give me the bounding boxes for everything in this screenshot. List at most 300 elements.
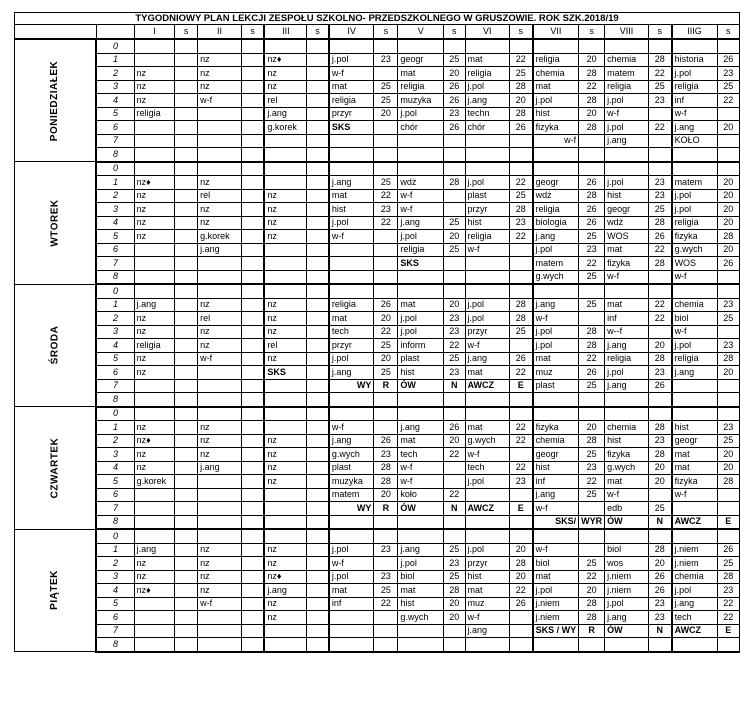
room-cell: 26 xyxy=(444,421,465,435)
room-cell: 28 xyxy=(444,176,465,190)
room-cell: 20 xyxy=(648,339,671,353)
room-cell xyxy=(444,407,465,421)
subject-cell xyxy=(605,529,649,543)
lesson-row xyxy=(15,488,740,502)
subject-cell xyxy=(198,611,242,625)
room-cell xyxy=(175,448,198,462)
room-cell xyxy=(241,325,264,339)
room-cell xyxy=(648,488,671,502)
room-cell: 20 xyxy=(717,366,739,380)
room-cell xyxy=(307,176,329,190)
room-cell xyxy=(175,121,198,135)
lesson-row xyxy=(15,434,740,448)
room-cell: 20 xyxy=(374,352,398,366)
room-cell: 25 xyxy=(648,203,671,217)
room-cell: 20 xyxy=(717,203,739,217)
room-cell xyxy=(717,638,739,652)
subject-cell xyxy=(264,624,306,638)
subject-cell: j.pol xyxy=(465,80,509,94)
room-cell: 20 xyxy=(648,557,671,571)
subject-cell: ÓW xyxy=(605,624,649,638)
room-cell xyxy=(307,475,329,489)
room-cell xyxy=(175,39,198,53)
room-cell xyxy=(241,488,264,502)
subject-cell: nz xyxy=(134,230,175,244)
room-cell: 22 xyxy=(648,67,671,81)
room-cell xyxy=(241,529,264,543)
lesson-row xyxy=(15,284,740,298)
subject-cell xyxy=(198,148,242,162)
subject-cell: j.pol xyxy=(465,176,509,190)
subject-cell: hist xyxy=(465,570,509,584)
lesson-row xyxy=(15,448,740,462)
room-cell xyxy=(509,448,532,462)
subject-cell: techn xyxy=(465,107,509,121)
subject-cell: nz xyxy=(264,611,306,625)
room-cell: 20 xyxy=(717,121,739,135)
room-cell: 25 xyxy=(579,230,605,244)
room-cell: 25 xyxy=(374,94,398,108)
lesson-row xyxy=(15,121,740,135)
room-cell xyxy=(509,243,532,257)
subject-cell xyxy=(198,488,242,502)
subject-cell: inf xyxy=(329,597,374,611)
subject-cell xyxy=(134,515,175,529)
room-cell xyxy=(241,502,264,516)
room-cell xyxy=(444,39,465,53)
subject-cell: koło xyxy=(398,488,444,502)
day-name: WTOREK xyxy=(49,199,61,247)
lesson-row xyxy=(15,94,740,108)
subject-cell: g.wych xyxy=(605,461,649,475)
subject-cell: religia xyxy=(465,230,509,244)
room-cell xyxy=(374,270,398,284)
room-cell xyxy=(175,529,198,543)
room-cell: 28 xyxy=(717,352,739,366)
subject-cell: nz xyxy=(264,543,306,557)
lesson-row xyxy=(15,461,740,475)
room-cell xyxy=(579,134,605,148)
lesson-row xyxy=(15,53,740,67)
room-cell xyxy=(374,162,398,176)
subject-cell: hist xyxy=(605,434,649,448)
room-cell xyxy=(175,298,198,312)
subject-cell: nz xyxy=(134,461,175,475)
subject-cell xyxy=(672,502,717,516)
room-cell: 23 xyxy=(444,557,465,571)
room-cell: N xyxy=(648,624,671,638)
subject-cell xyxy=(672,407,717,421)
subject-cell: nz xyxy=(264,216,306,230)
lesson-row xyxy=(15,189,740,203)
subject-cell: biol xyxy=(605,543,649,557)
lesson-row xyxy=(15,557,740,571)
room-cell xyxy=(307,611,329,625)
room-cell xyxy=(307,162,329,176)
room-cell xyxy=(307,94,329,108)
subject-cell xyxy=(198,475,242,489)
room-cell: E xyxy=(509,502,532,516)
room-cell: 20 xyxy=(717,243,739,257)
lesson-number: 8 xyxy=(96,270,134,284)
room-cell: E xyxy=(717,515,739,529)
room-cell: 25 xyxy=(374,339,398,353)
day-label-cell xyxy=(15,407,97,530)
subject-cell: j.pol xyxy=(672,584,717,598)
subject-cell: tech xyxy=(465,461,509,475)
subject-cell xyxy=(465,148,509,162)
subject-cell: j.pol xyxy=(672,203,717,217)
class-header-3: s xyxy=(241,25,264,40)
lesson-row xyxy=(15,107,740,121)
room-cell xyxy=(175,312,198,326)
room-cell xyxy=(648,284,671,298)
subject-cell: j.pol xyxy=(605,366,649,380)
subject-cell: inf xyxy=(533,475,579,489)
room-cell: 23 xyxy=(579,243,605,257)
subject-cell: w-f xyxy=(533,543,579,557)
room-cell: 25 xyxy=(374,176,398,190)
room-cell: 20 xyxy=(648,461,671,475)
subject-cell: nz xyxy=(134,203,175,217)
subject-cell: w-f xyxy=(605,488,649,502)
room-cell xyxy=(307,570,329,584)
subject-cell: hist xyxy=(605,189,649,203)
room-cell: 28 xyxy=(579,434,605,448)
subject-cell xyxy=(134,270,175,284)
subject-cell: w-f xyxy=(465,611,509,625)
room-cell: 25 xyxy=(579,488,605,502)
subject-cell: nz xyxy=(264,312,306,326)
room-cell xyxy=(307,638,329,652)
subject-cell: wdż xyxy=(398,176,444,190)
room-cell: 28 xyxy=(509,557,532,571)
subject-cell xyxy=(398,624,444,638)
subject-cell: j.ang xyxy=(533,488,579,502)
subject-cell: w-f xyxy=(465,448,509,462)
subject-cell: j.niem xyxy=(533,611,579,625)
subject-cell: j.ang xyxy=(329,434,374,448)
room-cell xyxy=(175,270,198,284)
subject-cell: j.ang xyxy=(134,543,175,557)
subject-cell xyxy=(533,162,579,176)
room-cell xyxy=(175,393,198,407)
room-cell: 28 xyxy=(579,67,605,81)
lesson-row xyxy=(15,393,740,407)
subject-cell: geogr xyxy=(533,176,579,190)
subject-cell: SKS/ xyxy=(533,515,579,529)
room-cell: 26 xyxy=(444,80,465,94)
room-cell xyxy=(307,53,329,67)
room-cell xyxy=(509,134,532,148)
subject-cell: chemia xyxy=(672,570,717,584)
room-cell xyxy=(307,107,329,121)
subject-cell: chemia xyxy=(605,53,649,67)
room-cell xyxy=(175,107,198,121)
subject-cell: mat xyxy=(398,298,444,312)
room-cell xyxy=(241,107,264,121)
class-header-2: II xyxy=(198,25,242,40)
subject-cell xyxy=(465,162,509,176)
room-cell: 28 xyxy=(579,189,605,203)
room-cell xyxy=(175,216,198,230)
room-cell: 28 xyxy=(579,611,605,625)
subject-cell xyxy=(533,393,579,407)
lesson-number: 5 xyxy=(96,107,134,121)
subject-cell: AWCZ xyxy=(672,515,717,529)
timetable xyxy=(14,12,740,653)
subject-cell: hist xyxy=(398,366,444,380)
room-cell xyxy=(444,461,465,475)
lesson-row xyxy=(15,270,740,284)
room-cell xyxy=(509,148,532,162)
day-label-cell xyxy=(15,162,97,285)
subject-cell: religia xyxy=(605,352,649,366)
room-cell xyxy=(374,529,398,543)
room-cell xyxy=(241,448,264,462)
subject-cell xyxy=(329,515,374,529)
subject-cell: historia xyxy=(672,53,717,67)
lesson-number: 6 xyxy=(96,243,134,257)
lesson-number: 3 xyxy=(96,203,134,217)
room-cell: 20 xyxy=(579,107,605,121)
room-cell xyxy=(444,203,465,217)
room-cell: 26 xyxy=(509,597,532,611)
room-cell xyxy=(444,134,465,148)
subject-cell: j.pol xyxy=(605,94,649,108)
subject-cell: nz♦ xyxy=(264,570,306,584)
subject-cell: j.ang xyxy=(672,366,717,380)
subject-cell xyxy=(264,134,306,148)
subject-cell xyxy=(329,257,374,271)
room-cell xyxy=(241,339,264,353)
lesson-row xyxy=(15,298,740,312)
subject-cell xyxy=(672,284,717,298)
room-cell: 25 xyxy=(444,243,465,257)
room-cell: 22 xyxy=(579,352,605,366)
day-label-cell xyxy=(15,284,97,407)
subject-cell: j.pol xyxy=(533,325,579,339)
room-cell xyxy=(579,502,605,516)
room-cell: 22 xyxy=(509,421,532,435)
subject-cell: WOS xyxy=(605,230,649,244)
room-cell xyxy=(579,529,605,543)
subject-cell xyxy=(134,53,175,67)
lesson-row xyxy=(15,529,740,543)
room-cell: 28 xyxy=(717,475,739,489)
subject-cell xyxy=(134,529,175,543)
room-cell: 26 xyxy=(444,121,465,135)
subject-cell: tech xyxy=(672,611,717,625)
subject-cell: g.korek xyxy=(198,230,242,244)
room-cell: 26 xyxy=(579,176,605,190)
room-cell xyxy=(374,557,398,571)
room-cell xyxy=(717,529,739,543)
room-cell: 22 xyxy=(717,597,739,611)
subject-cell xyxy=(198,393,242,407)
subject-cell: j.pol xyxy=(465,543,509,557)
room-cell: 22 xyxy=(579,80,605,94)
subject-cell: mat xyxy=(533,80,579,94)
lesson-number: 7 xyxy=(96,502,134,516)
subject-cell: w-f xyxy=(533,312,579,326)
room-cell xyxy=(307,502,329,516)
room-cell: 26 xyxy=(579,216,605,230)
room-cell xyxy=(241,216,264,230)
subject-cell xyxy=(198,162,242,176)
subject-cell: nz xyxy=(134,189,175,203)
lesson-number: 1 xyxy=(96,298,134,312)
subject-cell: nz xyxy=(264,461,306,475)
room-cell: 20 xyxy=(717,189,739,203)
subject-cell: j.pol xyxy=(398,312,444,326)
subject-cell: j.ang xyxy=(398,421,444,435)
room-cell: 22 xyxy=(509,366,532,380)
room-cell xyxy=(307,366,329,380)
room-cell xyxy=(444,148,465,162)
room-cell xyxy=(175,189,198,203)
subject-cell: j.pol xyxy=(533,584,579,598)
subject-cell: chemia xyxy=(533,434,579,448)
subject-cell: SKS xyxy=(398,257,444,271)
room-cell xyxy=(444,393,465,407)
subject-cell xyxy=(329,284,374,298)
subject-cell xyxy=(329,148,374,162)
room-cell: 28 xyxy=(648,53,671,67)
room-cell xyxy=(241,366,264,380)
subject-cell: AWCZ xyxy=(672,624,717,638)
subject-cell: fizyka xyxy=(533,421,579,435)
subject-cell xyxy=(198,257,242,271)
room-cell: 20 xyxy=(444,67,465,81)
lesson-row xyxy=(15,230,740,244)
lesson-number: 4 xyxy=(96,584,134,598)
room-cell xyxy=(579,638,605,652)
subject-cell: hist xyxy=(672,421,717,435)
subject-cell: j.pol xyxy=(672,339,717,353)
room-cell xyxy=(241,243,264,257)
subject-cell: j.pol xyxy=(605,121,649,135)
lesson-row xyxy=(15,543,740,557)
subject-cell: WOS xyxy=(672,257,717,271)
lesson-number: 2 xyxy=(96,312,134,326)
subject-cell xyxy=(264,176,306,190)
subject-cell: biologia xyxy=(533,216,579,230)
subject-cell: j.niem xyxy=(605,584,649,598)
room-cell xyxy=(175,611,198,625)
subject-cell xyxy=(465,407,509,421)
subject-cell: nz xyxy=(264,230,306,244)
room-cell: 25 xyxy=(648,502,671,516)
room-cell: 22 xyxy=(374,597,398,611)
room-cell xyxy=(374,257,398,271)
lesson-number: 1 xyxy=(96,53,134,67)
subject-cell: j.ang xyxy=(134,298,175,312)
lesson-row xyxy=(15,638,740,652)
subject-cell xyxy=(465,488,509,502)
subject-cell: nz xyxy=(134,570,175,584)
room-cell xyxy=(307,529,329,543)
subject-cell xyxy=(198,529,242,543)
room-cell: 28 xyxy=(509,298,532,312)
room-cell: 20 xyxy=(717,176,739,190)
room-cell xyxy=(241,570,264,584)
subject-cell: mat xyxy=(398,584,444,598)
room-cell: 28 xyxy=(648,543,671,557)
room-cell xyxy=(307,121,329,135)
room-cell xyxy=(307,39,329,53)
room-cell xyxy=(374,393,398,407)
subject-cell: hist xyxy=(533,107,579,121)
room-cell: 28 xyxy=(374,475,398,489)
subject-cell: w-f xyxy=(198,94,242,108)
lesson-row xyxy=(15,134,740,148)
room-cell xyxy=(175,203,198,217)
subject-cell xyxy=(329,134,374,148)
subject-cell: geogr xyxy=(605,203,649,217)
lesson-row xyxy=(15,39,740,53)
subject-cell xyxy=(134,148,175,162)
subject-cell: biol xyxy=(398,570,444,584)
subject-cell: j.pol xyxy=(329,216,374,230)
subject-cell: fizyka xyxy=(672,230,717,244)
room-cell xyxy=(648,638,671,652)
subject-cell xyxy=(465,39,509,53)
subject-cell xyxy=(329,529,374,543)
room-cell: 23 xyxy=(374,203,398,217)
lesson-number: 0 xyxy=(96,529,134,543)
room-cell xyxy=(648,325,671,339)
room-cell: 25 xyxy=(717,434,739,448)
subject-cell: inform xyxy=(398,339,444,353)
subject-cell: w-f xyxy=(605,107,649,121)
subject-cell xyxy=(198,515,242,529)
room-cell: 22 xyxy=(579,570,605,584)
room-cell xyxy=(509,515,532,529)
lesson-row xyxy=(15,597,740,611)
subject-cell: j.pol xyxy=(398,230,444,244)
room-cell: 26 xyxy=(648,584,671,598)
subject-cell: religia xyxy=(672,80,717,94)
subject-cell: j.ang xyxy=(398,216,444,230)
subject-cell xyxy=(533,284,579,298)
room-cell: 23 xyxy=(648,366,671,380)
room-cell: 26 xyxy=(509,352,532,366)
lesson-number: 5 xyxy=(96,597,134,611)
subject-cell: j.ang xyxy=(329,176,374,190)
room-cell: 26 xyxy=(579,366,605,380)
subject-cell: j.ang xyxy=(533,298,579,312)
class-header-13: s xyxy=(579,25,605,40)
room-cell: 26 xyxy=(579,203,605,217)
subject-cell xyxy=(264,379,306,393)
subject-cell xyxy=(398,407,444,421)
subject-cell: j.pol xyxy=(465,312,509,326)
subject-cell: geogr xyxy=(398,53,444,67)
room-cell xyxy=(241,379,264,393)
room-cell xyxy=(175,284,198,298)
lesson-number: 3 xyxy=(96,448,134,462)
room-cell xyxy=(241,284,264,298)
subject-cell xyxy=(465,393,509,407)
lesson-number: 7 xyxy=(96,379,134,393)
lesson-row xyxy=(15,421,740,435)
room-cell: 20 xyxy=(444,434,465,448)
room-cell: 23 xyxy=(648,597,671,611)
room-cell: 20 xyxy=(444,230,465,244)
subject-cell: nz xyxy=(264,475,306,489)
subject-cell xyxy=(198,107,242,121)
